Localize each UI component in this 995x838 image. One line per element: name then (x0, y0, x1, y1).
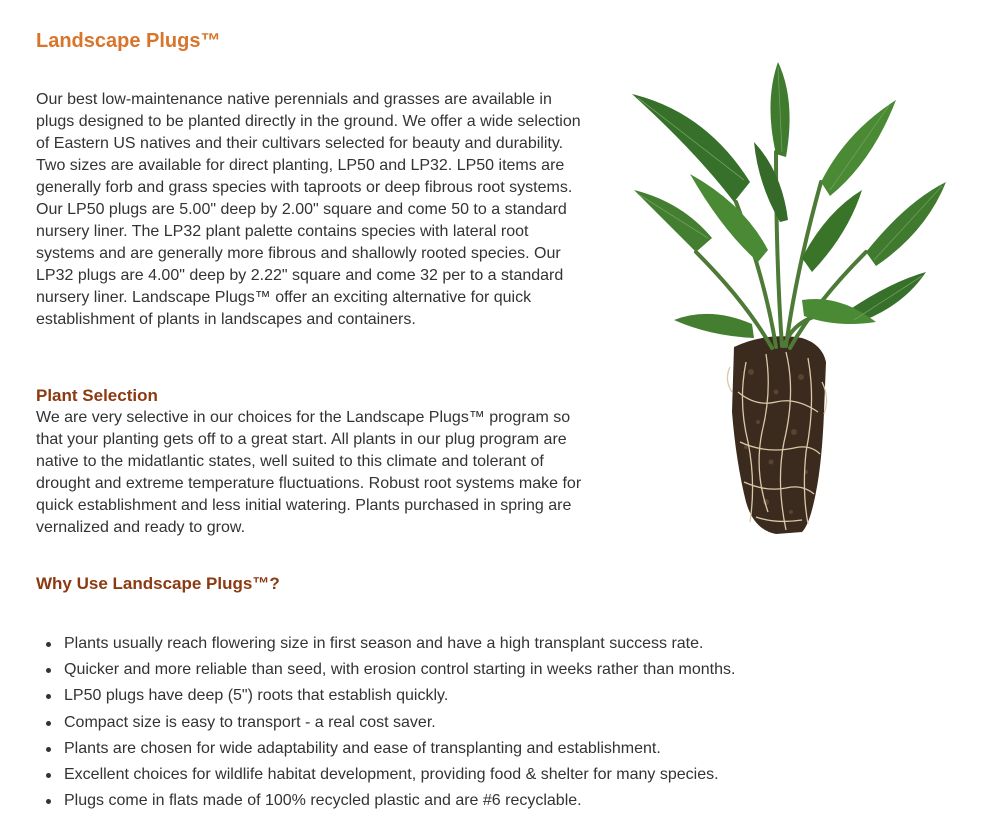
leaf (821, 100, 896, 196)
benefit-text: Compact size is easy to transport - a real cost saver. (64, 713, 436, 731)
benefit-text: LP50 plugs have deep (5") roots that establish quickly. (64, 687, 449, 705)
page-title: Landscape Plugs™ (36, 30, 221, 52)
benefit-text: Excellent choices for wildlife habitat development, providing food & shelter for many species. (64, 765, 719, 783)
benefit-text: Plants are chosen for wide adaptability and ease of transplanting and establishment. (64, 739, 661, 757)
plant-selection-paragraph: We are very selective in our choices for the Landscape Plugs™ program so that your planting gets off to a great start. All plants in our plug program are native to the midatlantic states, well suited to this climate and tolerant of drought and extreme temperature fluctuations. Robust root systems make for quick establishment and less initial watering. Plants purchased in spring are vernalized and ready to grow. (36, 409, 582, 536)
plant-selection-heading: Plant Selection (36, 386, 158, 405)
bullet-icon (46, 694, 51, 699)
benefit-item-1 (36, 631, 936, 657)
leaf-veins (638, 67, 942, 320)
why-use-heading: Why Use Landscape Plugs™? (36, 574, 280, 593)
benefit-item-6 (36, 762, 936, 788)
intro-paragraph: Our best low-maintenance native perennials and grasses are available in plugs designed to be planted directly in the ground. We offer a wide selection of Eastern US natives and their cultivars selected for beauty and durability. Two sizes are available for direct planting, LP50 and LP32. LP50 items are generally forb and grass species with taproots or deep fibrous root systems. Our LP50 plugs are 5.00" deep by 2.00" square and come 50 to a standard nursery liner. The LP32 plant palette contains species with lateral root systems and are generally more fibrous and shallowly rooted species. Our LP32 plugs are 4.00" deep by 2.22" square and come 32 per to a standard nursery liner. Landscape Plugs™ offer an exciting alternative for quick establishment of plants in landscapes and containers. (36, 91, 581, 328)
benefit-item-7 (36, 788, 936, 814)
benefit-item-4 (36, 710, 936, 736)
bullet-icon (46, 773, 51, 778)
leaf (674, 314, 754, 338)
plant-plug-image (626, 62, 948, 542)
leaves (632, 62, 946, 338)
bullet-icon (46, 721, 51, 726)
benefit-text: Plants usually reach flowering size in first season and have a high transplant success rate. (64, 635, 704, 652)
leaf (802, 190, 862, 272)
bullet-icon (46, 799, 51, 804)
bullet-icon (46, 642, 51, 647)
benefits-list (36, 631, 936, 814)
benefit-item-5 (36, 736, 936, 762)
bullet-icon (46, 747, 51, 752)
benefit-item-2 (36, 657, 936, 683)
benefit-text: Plugs come in flats made of 100% recycled plastic and are #6 recyclable. (64, 792, 582, 810)
leaf (632, 94, 750, 202)
benefit-item-3 (36, 683, 936, 709)
bullet-icon (46, 668, 51, 673)
benefit-text: Quicker and more reliable than seed, with erosion control starting in weeks rather than months. (64, 661, 736, 679)
